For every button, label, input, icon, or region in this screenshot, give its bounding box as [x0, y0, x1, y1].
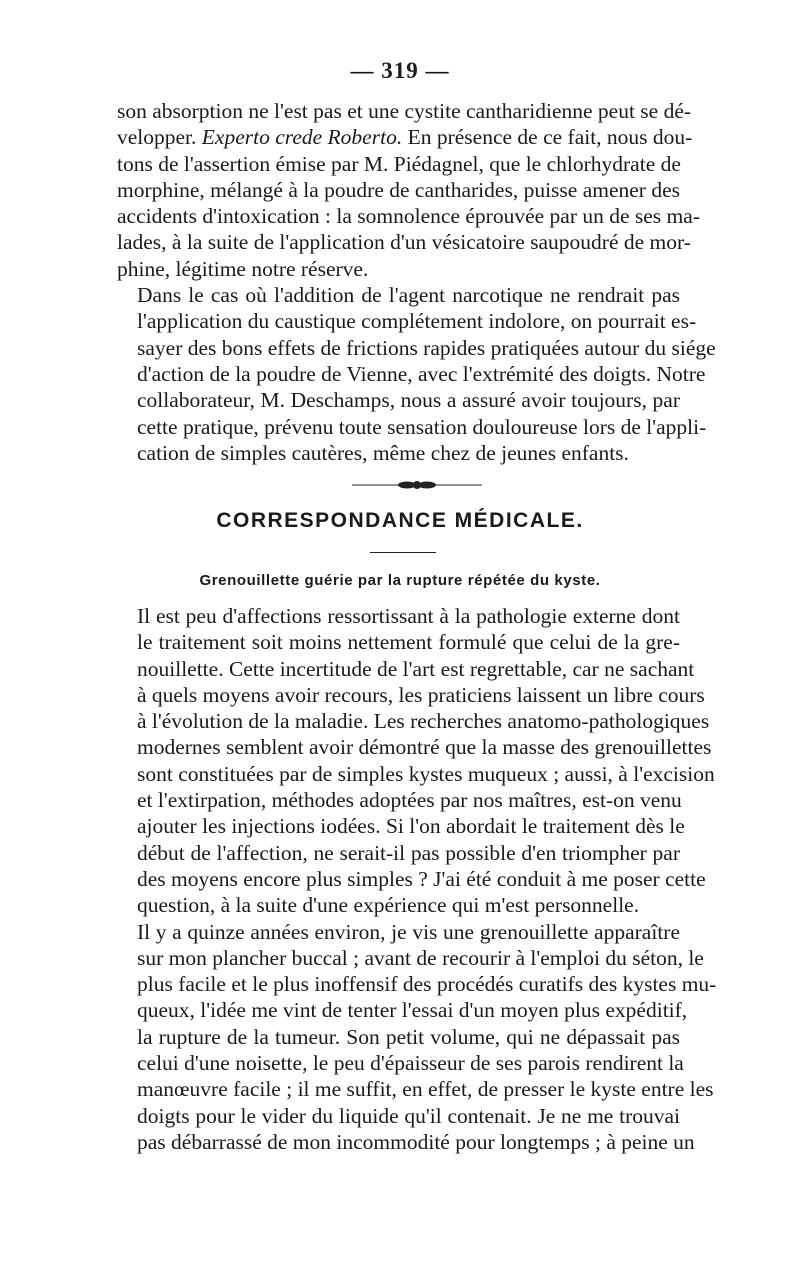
text-line: à l'évolution de la maladie. Les recherches anatomo-pathologiques — [137, 709, 710, 734]
text-line: son absorption ne l'est pas et une cystite cantharidienne peut se dé- — [117, 99, 692, 123]
paragraph-vienna-powder — [117, 282, 716, 466]
text-line: plus facile et le plus inoffensif des procédés curatifs des kystes mu- — [137, 972, 717, 997]
paragraph-cantharides — [117, 98, 700, 282]
text-line: accidents d'intoxication : la somnolence éprouvée par un de ses ma- — [117, 204, 700, 229]
text-line: doigts pour le vider du liquide qu'il contenait. Je ne me trouvai — [137, 1103, 680, 1128]
text-line: nouillette. Cette incertitude de l'art est regrettable, car ne sachant — [137, 656, 695, 681]
text-line: queux, l'idée me vint de tenter l'essai d'un moyen plus expéditif, — [137, 998, 688, 1023]
text-line: la rupture de la tumeur. Son petit volume, qui ne dépassait pas — [137, 1024, 680, 1049]
text-line: tons de l'assertion émise par M. Piédagnel, que le chlorhydrate de — [117, 151, 681, 176]
text-line: morphine, mélangé à la poudre de cantharides, puisse amener des — [117, 177, 680, 202]
text-line: Il est peu d'affections ressortissant à la pathologie externe dont — [137, 604, 680, 628]
text-line: Dans le cas où l'addition de l'agent narcotique ne rendrait pas — [137, 283, 680, 308]
section-title: CORRESPONDANCE MÉDICALE. — [216, 509, 584, 532]
text-line: sont constituées par de simples kystes muqueux ; aussi, à l'excision — [137, 761, 715, 786]
text-line: Il y a quinze années environ, je vis une grenouillette apparaître — [137, 919, 680, 944]
text-line: sayer des bons effets de frictions rapides pratiquées autour du siége — [137, 335, 716, 360]
text-line: sur mon plancher buccal ; avant de recourir à l'emploi du séton, le — [137, 945, 704, 970]
text-line: des moyens encore plus simples ? J'ai été conduit à me poser cette — [137, 866, 706, 891]
text-line: pas débarrassé de mon incommodité pour longtemps ; à peine un — [137, 1129, 695, 1154]
text-line: question, à la suite d'une expérience qui m'est personnelle. — [137, 893, 640, 918]
section-rule — [370, 552, 436, 553]
text-line: l'application du caustique complétement indolore, on pourrait es- — [137, 309, 697, 334]
text-line: cette pratique, prévenu toute sensation douloureuse lors de l'appli- — [137, 414, 707, 439]
text-line: début de l'affection, ne serait-il pas possible d'en triompher par — [137, 840, 680, 865]
article-body — [117, 603, 717, 1155]
paragraph-grenouillette-intro — [117, 603, 715, 919]
text-line: phine, légitime notre réserve. — [117, 256, 369, 281]
text-line: ajouter les injections iodées. Si l'on abordait le traitement dès le — [137, 814, 685, 839]
ornament-divider — [352, 480, 482, 490]
text-line: manœuvre facile ; il me suffit, en effet, de presser le kyste entre les — [137, 1077, 714, 1102]
text-line: collaborateur, M. Deschamps, nous a assuré avoir toujours, par — [137, 388, 680, 413]
text-line: à quels moyens avoir recours, les praticiens laissent un libre cours — [137, 682, 705, 707]
text-line: d'action de la poudre de Vienne, avec l'extrémité des doigts. Notre — [137, 361, 706, 386]
text-line: et l'extirpation, méthodes adoptées par nos maîtres, est-on venu — [137, 788, 682, 813]
paragraph-personal-experience — [117, 919, 717, 1156]
top-text-block — [117, 98, 716, 466]
text-line-italic-latin: velopper. Experto crede Roberto. En présence de ce fait, nous dou- — [117, 125, 693, 150]
latin-phrase: Experto crede Roberto. — [201, 125, 403, 150]
article-title: Grenouillette guérie par la rupture répétée du kyste. — [199, 572, 601, 589]
text-line: modernes semblent avoir démontré que la masse des grenouillettes — [137, 735, 712, 760]
text-line: le traitement soit moins nettement formulé que celui de la gre- — [137, 630, 680, 655]
text-line: cation de simples cautères, même chez de jeunes enfants. — [137, 440, 629, 465]
page-number: — 319 — — [350, 58, 450, 83]
text-line: lades, à la suite de l'application d'un vésicatoire saupoudré de mor- — [117, 230, 691, 255]
text-line: celui d'une noisette, le peu d'épaisseur de ses parois rendirent la — [137, 1051, 684, 1076]
